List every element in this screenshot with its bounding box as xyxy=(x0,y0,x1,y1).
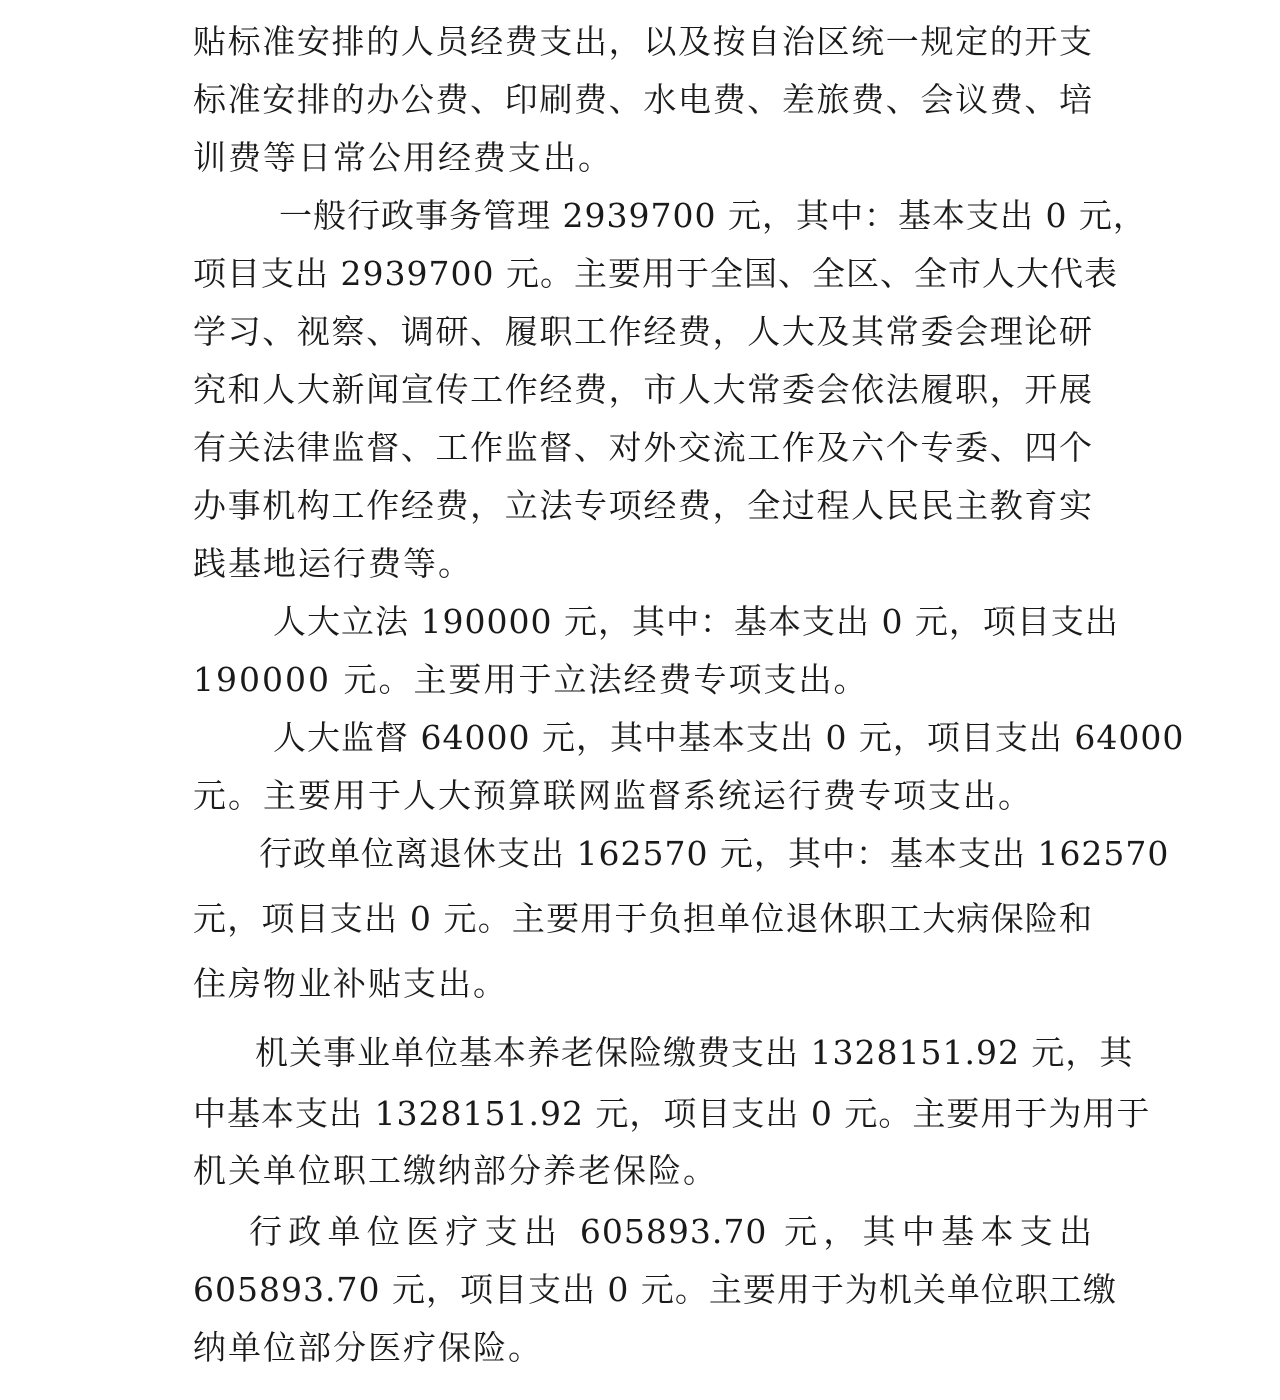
text-line: 标准安排的办公费、印刷费、水电费、差旅费、会议费、培 xyxy=(193,80,1093,119)
text-line: 纳单位部分医疗保险。 xyxy=(193,1328,543,1367)
text-line: 元。主要用于人大预算联网监督系统运行费专项支出。 xyxy=(193,776,1033,815)
text-line: 有关法律监督、工作监督、对外交流工作及六个专委、四个 xyxy=(193,428,1093,467)
text-line: 践基地运行费等。 xyxy=(193,544,473,583)
text-line: 605893.70 元，项目支出 0 元。主要用于为机关单位职工缴 xyxy=(193,1270,1117,1309)
text-line: 元，项目支出 0 元。主要用于负担单位退休职工大病保险和 xyxy=(193,899,1093,938)
text-line: 机关事业单位基本养老保险缴费支出 1328151.92 元，其 xyxy=(255,1033,1134,1072)
text-line: 人大立法 190000 元，其中：基本支出 0 元，项目支出 xyxy=(273,602,1119,641)
text-line: 究和人大新闻宣传工作经费，市人大常委会依法履职，开展 xyxy=(193,370,1093,409)
text-line: 人大监督 64000 元，其中基本支出 0 元，项目支出 64000 xyxy=(273,718,1185,757)
text-line: 贴标准安排的人员经费支出，以及按自治区统一规定的开支 xyxy=(193,22,1093,61)
text-line: 一般行政事务管理 2939700 元，其中：基本支出 0 元， xyxy=(279,196,1147,235)
text-line: 项目支出 2939700 元。主要用于全国、全区、全市人大代表 xyxy=(193,254,1118,293)
text-line: 中基本支出 1328151.92 元，项目支出 0 元。主要用于为用于 xyxy=(193,1094,1151,1133)
text-line: 行政单位离退休支出 162570 元，其中：基本支出 162570 xyxy=(259,834,1170,873)
text-line: 训费等日常公用经费支出。 xyxy=(193,138,613,177)
text-line: 办事机构工作经费，立法专项经费，全过程人民民主教育实 xyxy=(193,486,1093,525)
text-line: 行政单位医疗支出 605893.70 元，其中基本支出 xyxy=(249,1212,1093,1251)
text-line: 住房物业补贴支出。 xyxy=(193,964,508,1003)
text-line: 机关单位职工缴纳部分养老保险。 xyxy=(193,1151,718,1190)
text-line: 学习、视察、调研、履职工作经费，人大及其常委会理论研 xyxy=(193,312,1093,351)
text-line: 190000 元。主要用于立法经费专项支出。 xyxy=(193,660,869,699)
